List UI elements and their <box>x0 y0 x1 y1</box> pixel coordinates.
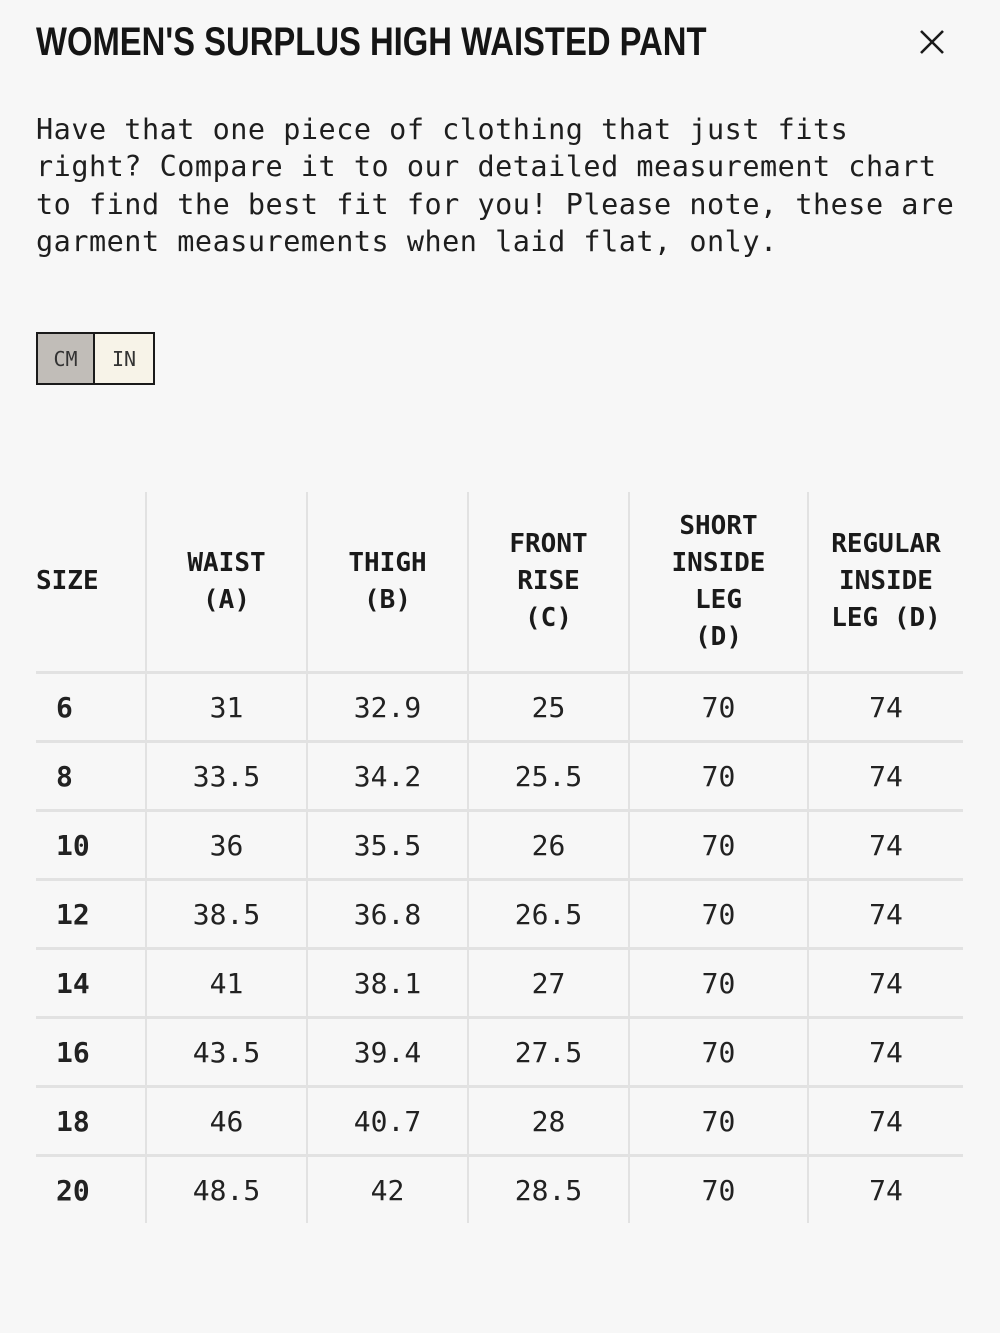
intro-text: Have that one piece of clothing that just fits right? Compare it to our detailed measurement chart to find the best fit for you! Please note, these are garment measurements when laid flat, only. <box>36 113 955 258</box>
unit-cm-button[interactable]: CM <box>38 334 95 383</box>
waist-cell: 41 <box>146 949 307 1018</box>
waist-cell: 33.5 <box>146 742 307 811</box>
waist-cell: 31 <box>146 673 307 742</box>
size-cell: 16 <box>36 1018 146 1087</box>
column-header-size: SIZE <box>36 492 146 673</box>
front-rise-cell: 28 <box>468 1087 629 1156</box>
column-header-front-rise: FRONT RISE (C) <box>468 492 629 673</box>
short-inside-leg-cell: 70 <box>629 811 808 880</box>
waist-cell: 36 <box>146 811 307 880</box>
column-header-waist: WAIST (A) <box>146 492 307 673</box>
table-row <box>36 673 963 742</box>
size-cell: 10 <box>36 811 146 880</box>
front-rise-cell: 27.5 <box>468 1018 629 1087</box>
column-header-thigh: THIGH (B) <box>307 492 468 673</box>
short-inside-leg-cell: 70 <box>629 673 808 742</box>
waist-cell: 38.5 <box>146 880 307 949</box>
table-row <box>36 1018 963 1087</box>
waist-cell: 43.5 <box>146 1018 307 1087</box>
size-cell: 14 <box>36 949 146 1018</box>
table-header-row <box>36 492 963 673</box>
thigh-cell: 35.5 <box>307 811 468 880</box>
size-cell: 18 <box>36 1087 146 1156</box>
modal-title: WOMEN'S SURPLUS HIGH WAISTED PANT <box>36 20 707 64</box>
unit-in-button[interactable]: IN <box>95 334 153 383</box>
waist-cell: 48.5 <box>146 1156 307 1224</box>
thigh-cell: 39.4 <box>307 1018 468 1087</box>
short-inside-leg-cell: 70 <box>629 742 808 811</box>
size-table <box>36 492 963 1223</box>
thigh-cell: 38.1 <box>307 949 468 1018</box>
table-row <box>36 811 963 880</box>
size-cell: 8 <box>36 742 146 811</box>
thigh-cell: 32.9 <box>307 673 468 742</box>
waist-cell: 46 <box>146 1087 307 1156</box>
regular-inside-leg-cell: 74 <box>808 949 963 1018</box>
regular-inside-leg-cell: 74 <box>869 1173 903 1207</box>
regular-inside-leg-cell: 74 <box>808 1018 963 1087</box>
size-cell: 20 <box>36 1156 146 1224</box>
table-row <box>36 880 963 949</box>
short-inside-leg-cell: 70 <box>629 1018 808 1087</box>
front-rise-cell: 27 <box>468 949 629 1018</box>
front-rise-cell: 28.5 <box>468 1156 629 1224</box>
column-header-regular-inside-leg: REGULAR INSIDE LEG (D) <box>808 492 963 673</box>
column-header-short-inside-leg: SHORT INSIDE LEG (D) <box>629 492 808 673</box>
regular-inside-leg-cell: 74 <box>808 811 963 880</box>
regular-inside-leg-cell: 74 <box>808 880 963 949</box>
short-inside-leg-cell: 70 <box>629 949 808 1018</box>
table-row <box>36 949 963 1018</box>
regular-inside-leg-cell: 74 <box>808 742 963 811</box>
thigh-cell: 40.7 <box>307 1087 468 1156</box>
unit-toggle <box>36 332 155 385</box>
regular-inside-leg-cell: 74 <box>808 673 963 742</box>
thigh-cell: 34.2 <box>307 742 468 811</box>
front-rise-cell: 26 <box>468 811 629 880</box>
front-rise-cell: 25.5 <box>468 742 629 811</box>
thigh-cell: 36.8 <box>307 880 468 949</box>
table-row <box>36 1156 963 1224</box>
front-rise-cell: 25 <box>468 673 629 742</box>
short-inside-leg-cell: 70 <box>629 1156 808 1224</box>
regular-inside-leg-cell: 74 <box>808 1087 963 1156</box>
front-rise-cell: 26.5 <box>468 880 629 949</box>
short-inside-leg-cell: 70 <box>629 1087 808 1156</box>
close-button[interactable] <box>912 22 952 62</box>
size-chart <box>36 492 963 1223</box>
size-cell: 6 <box>36 673 146 742</box>
thigh-cell: 42 <box>307 1156 468 1224</box>
size-cell: 12 <box>36 880 146 949</box>
table-row <box>36 742 963 811</box>
short-inside-leg-cell: 70 <box>629 880 808 949</box>
close-icon <box>912 22 952 62</box>
table-row <box>36 1087 963 1156</box>
